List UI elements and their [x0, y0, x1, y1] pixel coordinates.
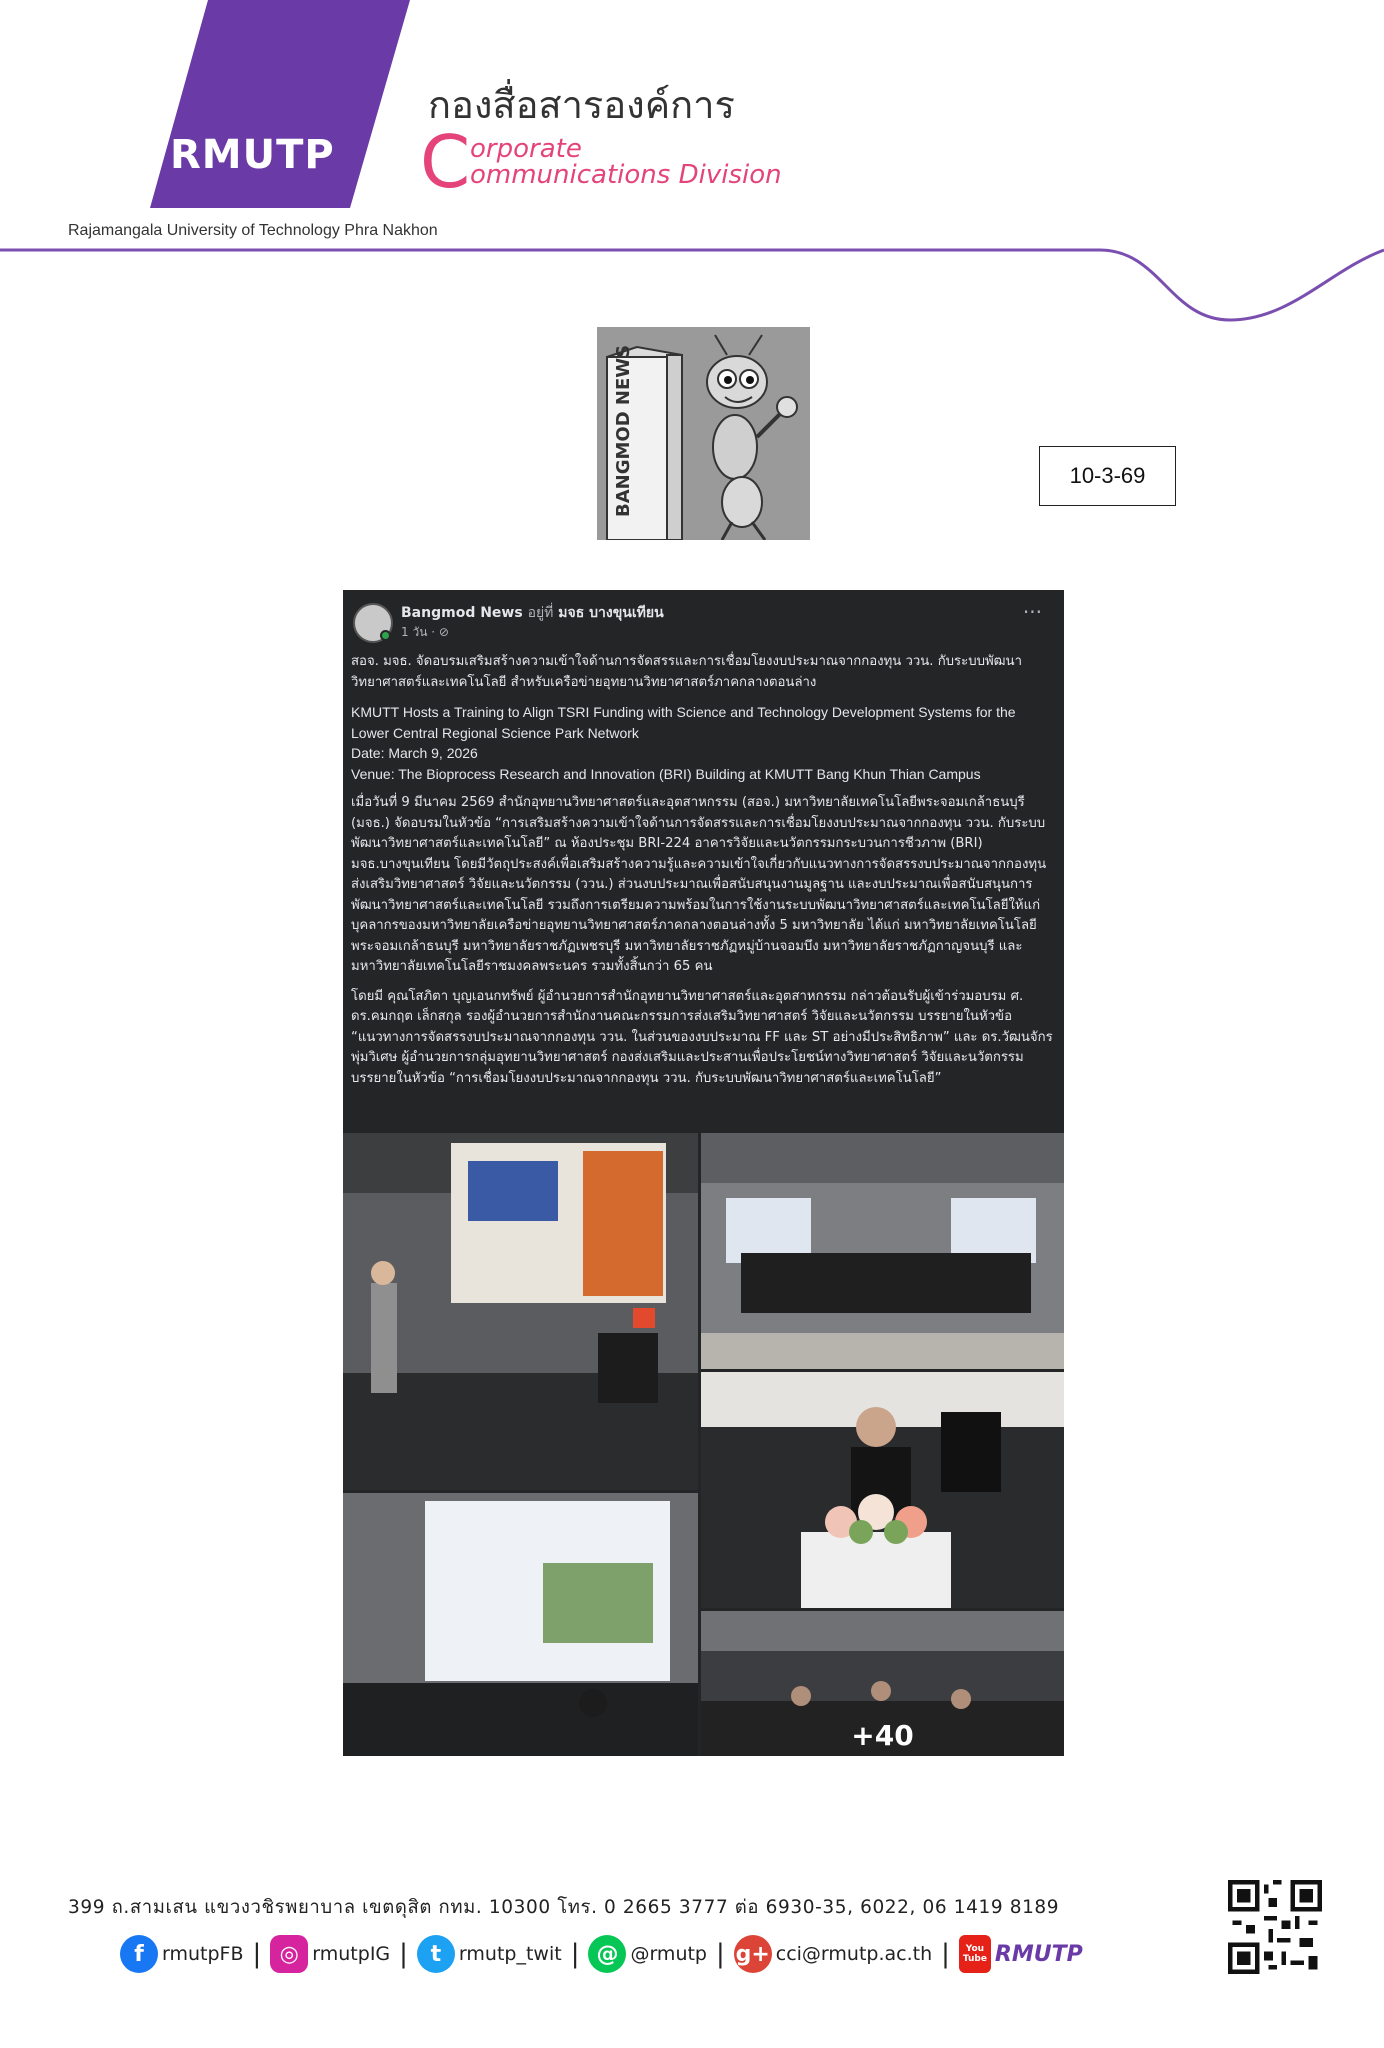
facebook-handle: rmutpFB	[162, 1943, 244, 1965]
separator: |	[716, 1939, 725, 1969]
online-status-dot	[380, 630, 391, 641]
line-icon: @	[588, 1935, 626, 1973]
paragraph-1: เมื่อวันที่ 9 มีนาคม 2569 สำนักอุทยานวิทยาศาสตร์และอุตสาหกรรม (สอจ.) มหาวิทยาลัยเทคโนโลยีพระจอมเกล้าธนบุรี (มจธ.) จัดอบรมในหัวข้อ “การเสริมสร้างความเข้าใจด้านการจัดสรรและการเชื่อมโยงงบประมาณจากกองทุน ววน. กับระบบพัฒนาวิทยาศาสตร์และเทคโนโลยี” ณ ห้องประชุม BRI-224 อาคารวิจัยและนวัตกรรมกระบวนการชีวภาพ (BRI) มจธ.บางขุนเทียน โดยมีวัตถุประสงค์เพื่อเสริมสร้างความรู้และความเข้าใจเกี่ยวกับแนวทางการจัดสรรงบประมาณจากกองทุนส่งเสริมวิทยาศาสตร์ วิจัยและนวัตกรรม (ววน.) ส่วนงบประมาณเพื่อสนับสนุนงานมูลฐาน และงบประมาณเพื่อสนับสนุนการพัฒนาวิทยาศาสตร์และเทคโนโลยี รวมถึงการเตรียมความพร้อมในการใช้งานระบบพัฒนาวิทยาศาสตร์และเทคโนโลยีให้แก่บุคลากรของมหาวิทยาลัยเครือข่ายอุทยานวิทยาศาสตร์ภาคกลางตอนล่างทั้ง 5 มหาวิทยาลัย ได้แก่ มหาวิทยาลัยเทคโนโลยีพระจอมเกล้าธนบุรี มหาวิทยาลัยราชภัฏเพชรบุรี มหาวิทยาลัยราชภัฏหมู่บ้านจอมบึง มหาวิทยาลัยราชภัฏกาญจนบุรี และมหาวิทยาลัยเทคโนโลยีราชมงคลพระนคร รวมทั้งสิ้นกว่า 65 คน	[351, 795, 1047, 974]
org-name-en-initial: C	[420, 120, 471, 204]
date-stamp: 10-3-69	[1039, 446, 1176, 506]
photo-podium[interactable]	[701, 1372, 1064, 1608]
facebook-link[interactable]	[120, 1935, 244, 1973]
twitter-link[interactable]	[417, 1935, 562, 1973]
header-divider-curve	[0, 230, 1384, 330]
youtube-channel: RMUTP	[994, 1941, 1083, 1967]
google-plus-icon: g+	[734, 1935, 772, 1973]
youtube-link[interactable]	[959, 1935, 1083, 1973]
headline-english: KMUTT Hosts a Training to Align TSRI Funding with Science and Technology Development Systems for the Lower Central Regional Science Park Network	[351, 704, 1016, 741]
paragraph-2: โดยมี คุณโสภิตา บุญเอนกทรัพย์ ผู้อำนวยการสำนักอุทยานวิทยาศาสตร์และอุตสาหกรรม กล่าวต้อนรับผู้เข้าร่วมอบรม ศ. ดร.คมกฤต เล็กสกุล รองผู้อำนวยการสำนักงานคณะกรรมการส่งเสริมวิทยาศาสตร์ วิจัยและนวัตกรรม บรรยายในหัวข้อ “แนวทางการจัดสรรงบประมาณจากกองทุน ววน. ในส่วนของงบประมาณ FF และ ST อย่างมีประสิทธิภาพ” และ ดร.วัฒนจักร พุ่มวิเศษ ผู้อำนวยการกลุ่มอุทยานวิทยาศาสตร์ กองส่งเสริมและประสานเพื่อประโยชน์ทางวิทยาศาสตร์ วิจัยและนวัตกรรม บรรยายในหัวข้อ “การเชื่อมโยงงบประมาณจากกองทุน ววน. กับระบบพัฒนาวิทยาศาสตร์และเทคโนโลยี”	[351, 988, 1053, 1086]
org-name-en-line1: orporate	[470, 134, 582, 164]
post-header	[401, 602, 664, 624]
instagram-icon: ◎	[270, 1935, 308, 1973]
twitter-handle: rmutp_twit	[458, 1943, 562, 1965]
rmutp-logo-text: RMUTP	[170, 132, 335, 178]
event-venue: Venue: The Bioprocess Research and Innovation (BRI) Building at KMUTT Bang Khun Thian Campus	[351, 765, 981, 782]
footer-social-links	[120, 1935, 1083, 1973]
photo-presentation[interactable]	[343, 1493, 698, 1756]
photo-speaker[interactable]	[343, 1133, 698, 1490]
line-handle: @rmutp	[630, 1943, 707, 1965]
separator: |	[941, 1939, 950, 1969]
facebook-icon: f	[120, 1935, 158, 1973]
page-name-link[interactable]: Bangmod News	[401, 605, 523, 621]
more-photos-count[interactable]: +40	[851, 1719, 914, 1752]
twitter-icon: t	[417, 1935, 455, 1973]
more-options-icon[interactable]: ···	[1022, 600, 1042, 624]
photo-grid	[343, 1133, 1064, 1756]
headline-thai: สอจ. มจธ. จัดอบรมเสริมสร้างความเข้าใจด้านการจัดสรรและการเชื่อมโยงงบประมาณจากกองทุน ววน. กับระบบพัฒนาวิทยาศาสตร์และเทคโนโลยี สำหรับเครือข่ายอุทยานวิทยาศาสตร์ภาคกลางตอนล่าง	[351, 654, 1022, 690]
bangmod-news-mascot	[597, 327, 810, 540]
email-link[interactable]	[734, 1935, 932, 1973]
mascot-label: BANGMOD NEWS	[613, 344, 634, 517]
photo-group[interactable]	[701, 1133, 1064, 1369]
university-name: Rajamangala University of Technology Phra Nakhon	[68, 222, 438, 239]
org-name-en-line2: ommunications Division	[470, 160, 782, 190]
facebook-post	[343, 590, 1064, 1756]
location-link[interactable]: มจธ บางขุนเทียน	[558, 605, 664, 621]
event-date: Date: March 9, 2026	[351, 745, 478, 761]
instagram-handle: rmutpIG	[312, 1943, 391, 1965]
line-link[interactable]	[588, 1935, 707, 1973]
photo-audience[interactable]	[701, 1611, 1064, 1756]
instagram-link[interactable]	[270, 1935, 390, 1973]
separator: |	[252, 1939, 262, 1969]
separator: |	[570, 1939, 580, 1969]
separator: |	[399, 1939, 408, 1969]
qr-code[interactable]	[1228, 1880, 1322, 1974]
youtube-icon: You Tube	[959, 1935, 991, 1973]
at-text: อยู่ที่	[527, 605, 554, 621]
org-name-thai: กองสื่อสารองค์การ	[428, 83, 735, 127]
email-address: cci@rmutp.ac.th	[775, 1943, 933, 1965]
post-body	[351, 652, 1056, 1098]
footer-address: 399 ถ.สามเสน แขวงวชิรพยาบาล เขตดุสิต กทม. 10300 โทร. 0 2665 3777 ต่อ 6930-35, 6022, 06 1419 8189	[68, 1897, 1060, 1918]
post-timestamp[interactable]: 1 วัน · ⊘	[401, 625, 449, 639]
